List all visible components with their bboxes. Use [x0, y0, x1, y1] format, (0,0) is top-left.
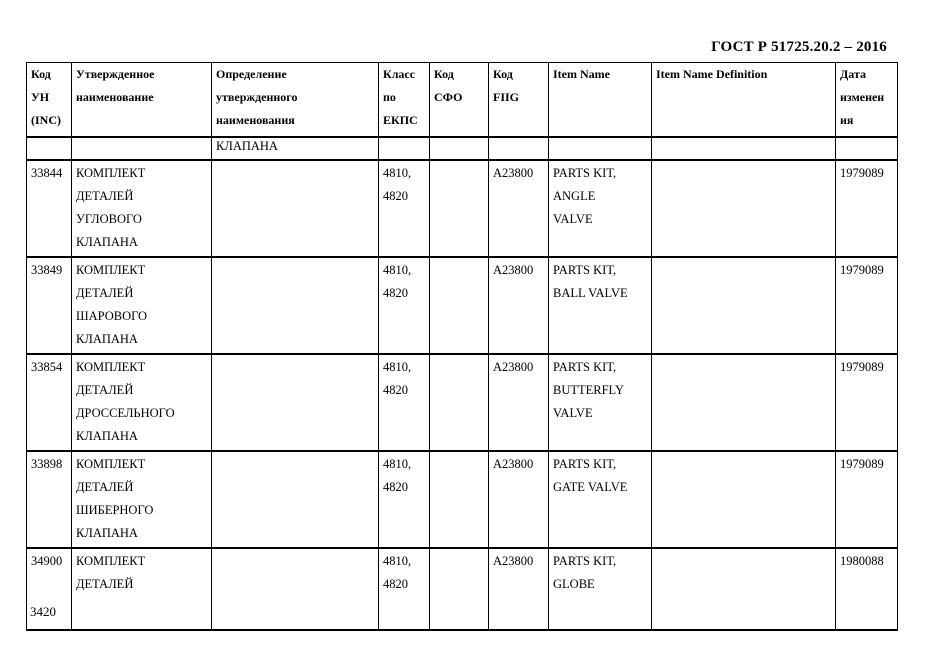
cell-line: BALL VALVE — [553, 285, 628, 300]
cell-approved-name — [72, 137, 212, 160]
cell-line: ШИБЕРНОГО — [76, 502, 154, 517]
cell-item-definition — [652, 548, 836, 630]
cell-date: 1979089 — [836, 451, 898, 548]
cell-item-name — [549, 257, 652, 354]
cell-date: 1980088 — [836, 548, 898, 630]
table-header-row — [27, 63, 898, 137]
header-line: ЕКПС — [383, 113, 418, 127]
page-number: 3420 — [30, 604, 56, 619]
cell-ekps-class — [379, 257, 430, 354]
cell-code: 33849 — [27, 257, 72, 354]
cell-definition — [212, 451, 379, 548]
header-line: утвержденного — [216, 90, 298, 104]
cell-line: 4810, — [383, 165, 412, 180]
cell-line: ДЕТАЛЕЙ — [76, 576, 134, 591]
cell-sfo — [430, 160, 489, 257]
cell-sfo — [430, 548, 489, 630]
cell-item-name — [549, 451, 652, 548]
cell-definition — [212, 354, 379, 451]
header-line: изменен — [840, 90, 885, 104]
cell-date — [836, 137, 898, 160]
cell-line: КЛАПАНА — [76, 234, 138, 249]
cell-code: 33898 — [27, 451, 72, 548]
cell-fiig: A23800 — [489, 354, 549, 451]
header-line: Класс — [383, 67, 416, 81]
cell-line: 4810, — [383, 359, 412, 374]
cell-line: VALVE — [553, 405, 593, 420]
cell-line: 4820 — [383, 576, 408, 591]
header-line: УН — [31, 90, 50, 104]
table-row — [27, 257, 898, 354]
cell-approved-name — [72, 257, 212, 354]
cell-line: 4820 — [383, 382, 408, 397]
header-line: наименование — [76, 90, 154, 104]
header-item-name — [549, 63, 652, 137]
header-line: по — [383, 90, 396, 104]
cell-line: ANGLE — [553, 188, 596, 203]
cell-line: GATE VALVE — [553, 479, 628, 494]
cell-item-definition — [652, 354, 836, 451]
cell-line: ДЕТАЛЕЙ — [76, 382, 134, 397]
cell-line: 4810, — [383, 456, 412, 471]
cell-fiig: A23800 — [489, 257, 549, 354]
cell-ekps-class — [379, 548, 430, 630]
header-sfo-code — [430, 63, 489, 137]
cell-line: BUTTERFLY — [553, 382, 624, 397]
cell-line: КЛАПАНА — [76, 331, 138, 346]
cell-item-definition — [652, 160, 836, 257]
cell-line: PARTS KIT, — [553, 359, 617, 374]
header-line: СФО — [434, 90, 463, 104]
cell-line: 4820 — [383, 285, 408, 300]
continuation-row — [27, 137, 898, 160]
cell-fiig — [489, 137, 549, 160]
cell-line: 4820 — [383, 479, 408, 494]
cell-line: КЛАПАНА — [76, 525, 138, 540]
header-change-date — [836, 63, 898, 137]
table-row — [27, 160, 898, 257]
table-row — [27, 548, 898, 630]
header-item-name-definition — [652, 63, 836, 137]
cell-line: КОМПЛЕКТ — [76, 553, 146, 568]
document-code: ГОСТ Р 51725.20.2 – 2016 — [711, 39, 887, 55]
cell-item-definition — [652, 451, 836, 548]
cell-code: 33854 — [27, 354, 72, 451]
cell-definition — [212, 257, 379, 354]
cell-line: 4810, — [383, 553, 412, 568]
header-line: Код — [31, 67, 51, 81]
cell-ekps-class — [379, 137, 430, 160]
cell-item-name — [549, 354, 652, 451]
cell-approved-name — [72, 354, 212, 451]
cell-ekps-class — [379, 451, 430, 548]
cell-code: 34900 — [27, 548, 72, 630]
cell-line: ДРОССЕЛЬНОГО — [76, 405, 175, 420]
table-row — [27, 451, 898, 548]
cell-approved-name — [72, 451, 212, 548]
cell-fiig: A23800 — [489, 548, 549, 630]
cell-ekps-class — [379, 160, 430, 257]
cell-approved-name — [72, 160, 212, 257]
table-row — [27, 354, 898, 451]
cell-code: 33844 — [27, 160, 72, 257]
cell-line: КЛАПАНА — [76, 428, 138, 443]
header-line: Код — [434, 67, 454, 81]
cell-item-name — [549, 160, 652, 257]
cell-line: 4810, — [383, 262, 412, 277]
nomenclature-table — [26, 62, 898, 631]
header-line: FIIG — [493, 90, 520, 104]
cell-code — [27, 137, 72, 160]
cell-date: 1979089 — [836, 160, 898, 257]
cell-line: КОМПЛЕКТ — [76, 165, 146, 180]
cell-line: PARTS KIT, — [553, 165, 617, 180]
cell-line: PARTS KIT, — [553, 553, 617, 568]
cell-definition — [212, 548, 379, 630]
cell-definition — [212, 160, 379, 257]
header-line: Item Name — [553, 67, 610, 81]
cell-fiig: A23800 — [489, 451, 549, 548]
header-line: Код — [493, 67, 513, 81]
cell-line: ШАРОВОГО — [76, 308, 148, 323]
header-line: Утвержденное — [76, 67, 155, 81]
cell-line: PARTS KIT, — [553, 262, 617, 277]
cell-line: КЛАПАНА — [216, 138, 278, 153]
header-line: наименования — [216, 113, 295, 127]
cell-sfo — [430, 257, 489, 354]
cell-line: PARTS KIT, — [553, 456, 617, 471]
cell-date: 1979089 — [836, 257, 898, 354]
cell-definition — [212, 137, 379, 160]
cell-date: 1979089 — [836, 354, 898, 451]
header-name-definition — [212, 63, 379, 137]
cell-fiig: A23800 — [489, 160, 549, 257]
cell-ekps-class — [379, 354, 430, 451]
cell-line: УГЛОВОГО — [76, 211, 142, 226]
header-line: ия — [840, 113, 854, 127]
header-approved-name — [72, 63, 212, 137]
cell-line: 4820 — [383, 188, 408, 203]
cell-item-definition — [652, 257, 836, 354]
header-ekps-class — [379, 63, 430, 137]
cell-item-name — [549, 548, 652, 630]
cell-line: VALVE — [553, 211, 593, 226]
cell-sfo — [430, 451, 489, 548]
cell-sfo — [430, 354, 489, 451]
header-line: (INC) — [31, 113, 61, 127]
cell-line: GLOBE — [553, 576, 595, 591]
cell-approved-name — [72, 548, 212, 630]
cell-line: ДЕТАЛЕЙ — [76, 188, 134, 203]
header-line: Определение — [216, 67, 287, 81]
cell-item-name — [549, 137, 652, 160]
header-fiig-code — [489, 63, 549, 137]
cell-line: КОМПЛЕКТ — [76, 262, 146, 277]
header-line: Дата — [840, 67, 866, 81]
cell-sfo — [430, 137, 489, 160]
cell-line: КОМПЛЕКТ — [76, 456, 146, 471]
cell-line: КОМПЛЕКТ — [76, 359, 146, 374]
cell-line: ДЕТАЛЕЙ — [76, 479, 134, 494]
header-line: Item Name Definition — [656, 67, 768, 81]
header-code-inc — [27, 63, 72, 137]
cell-line: ДЕТАЛЕЙ — [76, 285, 134, 300]
cell-item-definition — [652, 137, 836, 160]
